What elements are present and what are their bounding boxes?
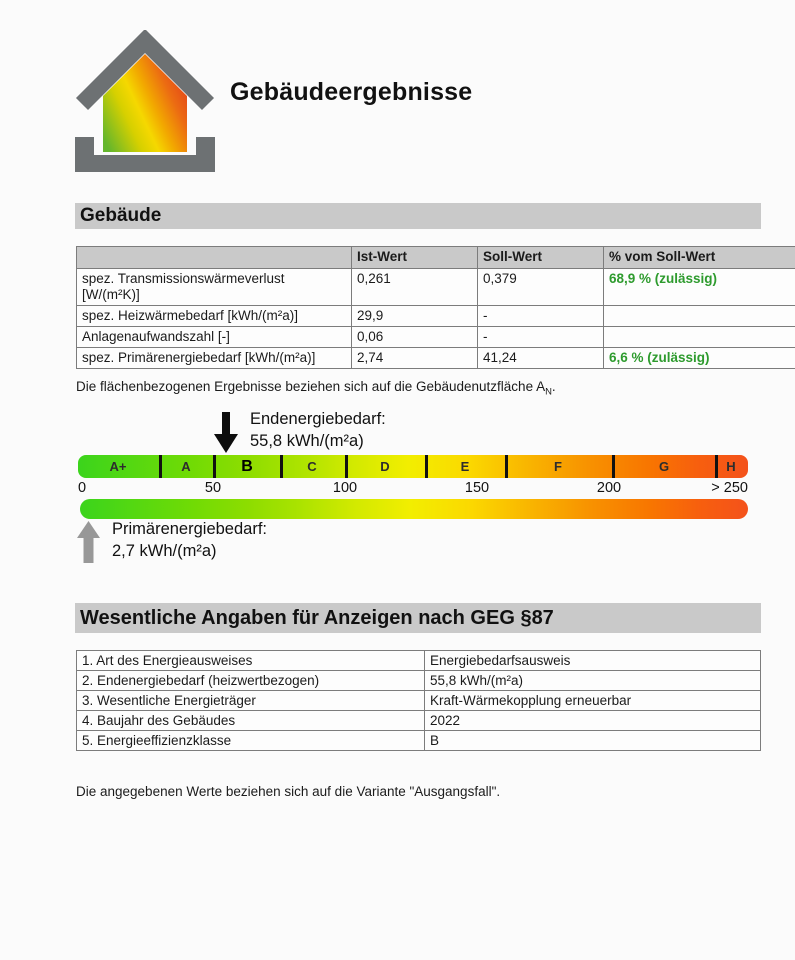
band-divider [159,455,162,478]
primaerenergie-marker-arrow-up-icon [77,521,100,563]
ist-value: 0,261 [352,269,478,306]
table-header-row [77,247,795,269]
header-cell-soll-wert: Soll-Wert [478,247,604,269]
page-title: Gebäudeergebnisse [230,78,473,106]
geg-info-table [76,650,761,751]
tick-100: 100 [332,480,358,496]
band-divider [213,455,216,478]
section-header-geg: Wesentliche Angaben für Anzeigen nach GEG §87 [75,603,761,633]
row-value: B [425,731,761,751]
tick-200: 200 [596,480,622,496]
scale-tick-labels [78,480,748,497]
table-row [77,306,795,327]
soll-value: 0,379 [478,269,604,306]
row-label: spez. Transmissionswärmeverlust [W/(m²K)] [77,269,352,306]
energy-class-b-current: B [241,458,253,475]
energy-class-h: H [726,459,736,474]
band-divider [280,455,283,478]
band-divider [425,455,428,478]
energy-class-g: G [658,459,670,474]
band-divider [345,455,348,478]
soll-value: 41,24 [478,348,604,369]
endenergiebedarf-label: Endenergiebedarf: 55,8 kWh/(m²a) [250,409,386,452]
row-label: 2. Endenergiebedarf (heizwertbezogen) [77,671,425,691]
section-header-gebaeude: Gebäude [75,203,761,229]
tick-0: 0 [78,480,87,496]
row-value: Kraft-Wärmekopplung erneuerbar [425,691,761,711]
table-row [77,691,761,711]
percent-status [604,327,795,348]
endenergiebedarf-value: 55,8 kWh/(m²a) [250,431,364,450]
table-row [77,327,795,348]
header-cell-ist-wert: Ist-Wert [352,247,478,269]
row-label: 3. Wesentliche Energieträger [77,691,425,711]
percent-status: 6,6 % (zulässig) [604,348,795,369]
row-label: spez. Heizwärmebedarf [kWh/(m²a)] [77,306,352,327]
header-cell-percent: % vom Soll-Wert [604,247,795,269]
energy-class-a-plus: A+ [109,459,127,474]
row-label: 5. Energieeffizienzklasse [77,731,425,751]
row-value: 2022 [425,711,761,731]
table-row [77,269,795,306]
tick-250-plus: > 250 [711,480,748,496]
area-reference-note: Die flächenbezogenen Ergebnisse beziehen sich auf die Gebäudenutzfläche $A_N$. [76,379,556,398]
row-value: 55,8 kWh/(m²a) [425,671,761,691]
endenergie-marker-arrow-down-icon [214,412,238,453]
table-row [77,348,795,369]
soll-value: - [478,327,604,348]
ist-value: 0,06 [352,327,478,348]
table-row [77,651,761,671]
energy-class-f: F [554,459,562,474]
row-label: 1. Art des Energieausweises [77,651,425,671]
ist-value: 2,74 [352,348,478,369]
percent-status: 68,9 % (zulässig) [604,269,795,306]
energy-class-d: D [380,459,390,474]
primaerenergiebedarf-label: Primärenergiebedarf: 2,7 kWh/(m²a) [112,519,267,562]
table-row [77,671,761,691]
building-results-table [76,246,795,369]
energy-class-band [78,455,748,478]
band-divider [505,455,508,478]
primaerenergiebedarf-value: 2,7 kWh/(m²a) [112,541,217,560]
soll-value: - [478,306,604,327]
table-row [77,731,761,751]
row-label: Anlagenaufwandszahl [-] [77,327,352,348]
row-value: Energiebedarfsausweis [425,651,761,671]
ist-value: 29,9 [352,306,478,327]
tick-50: 50 [204,480,222,496]
tick-150: 150 [464,480,490,496]
row-label: spez. Primärenergiebedarf [kWh/(m²a)] [77,348,352,369]
energy-class-c: C [307,459,317,474]
band-divider [612,455,615,478]
header-cell-empty [77,247,352,269]
primary-energy-gradient-bar [80,499,748,519]
energy-class-a: A [181,459,191,474]
band-divider [715,455,718,478]
row-label: 4. Baujahr des Gebäudes [77,711,425,731]
energy-class-e: E [460,459,470,474]
table-row [77,711,761,731]
percent-status [604,306,795,327]
energy-house-logo-icon [75,30,215,172]
variant-note: Die angegebenen Werte beziehen sich auf die Variante "Ausgangsfall". [76,784,501,799]
